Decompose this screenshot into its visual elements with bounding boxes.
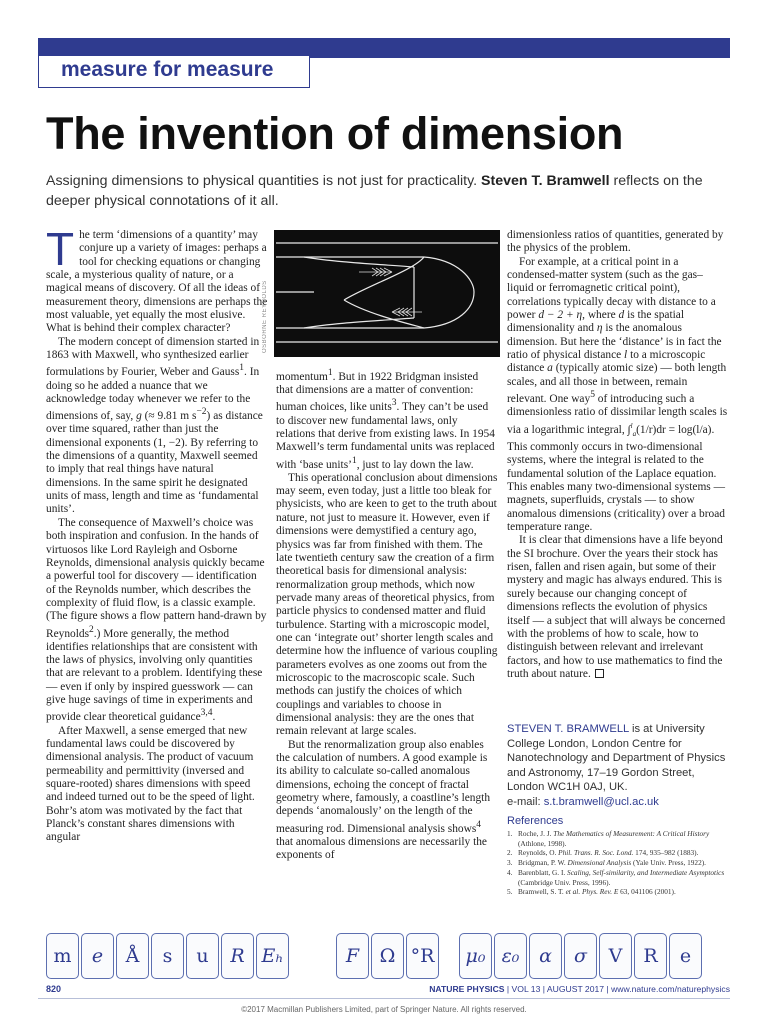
end-mark-icon [595, 669, 604, 678]
citation: 5 [590, 390, 595, 401]
symbol-tile: u [186, 933, 219, 979]
symbol-tile: e [669, 933, 702, 979]
references-list [507, 829, 732, 897]
math-a: a [547, 362, 553, 375]
reference-title: et al. Phys. Rev. E [565, 887, 619, 897]
symbol-tile: F [336, 933, 369, 979]
citation: 4 [476, 819, 482, 830]
author-bio [507, 722, 729, 810]
standfirst [46, 171, 736, 211]
symbol-tile: R [634, 933, 667, 979]
paragraph-text: .) More generally, the method identifies relationships that are consistent with the laws of physics, involving only quantities that are relevant to a problem. Identifying these — even if only by inspired guesswork — can give huge savings of time in experiments and provide clear theoretical guidance [46, 627, 263, 724]
paragraph: This operational conclusion about dimensions may seem, even today, just a little too bleak for physicists, who are keen to get to the truth about nature, not just to measure it. However, even if dimensions were demystified a century ago, physics was far from finished with them. The late twentieth century saw the creation of a firm theoretical basis for dimensional analysis: renormalization group methods, which now pervade many areas of theoretical physics, from particle physics to condensed matter and fluid turbulence. Starting with a microscopic model, one can ‘integrate out’ shorter length scales and determine how the influence of various coupling parameters evolves as one zooms out from the microscopic to the macroscopic scale. Such methods can justify the choices of which couplings and variables to choose in dimensional analysis: they are the ones that remain relevant at large scales. [276, 471, 498, 738]
header-bar [38, 38, 730, 58]
reference-title: Phil. Trans. R. Soc. Lond. [558, 848, 634, 858]
integral-body: (1/r)dr = log(l/a) [636, 423, 712, 436]
reference-authors: Barenblatt, G. I. [518, 867, 568, 877]
symbol-tile: V [599, 933, 632, 979]
reference-title: The Mathematics of Measurement: A Critical History [553, 829, 710, 838]
reference-number: 4. [507, 867, 513, 877]
citation: 3,4 [200, 708, 213, 719]
math-g: g [136, 410, 142, 423]
bio-text: is at University College London, London Centre for Nanotechnology and Department of Physics and Astronomy, 17–19 Gordon Street, London WC1H 0AJ, UK. [507, 723, 726, 794]
symbol-tile: μ₀ [459, 933, 492, 979]
standfirst-rest: reflects on the deeper physical connotations of it all. [46, 173, 703, 209]
paragraph-text: he term ‘dimensions of a quantity’ may conjure up a variety of images: perhaps a tool for checking equations or changing scale, a mysterious quality of nature, or a magical means of discovery. Of all the ideas of measurement theory, dimensions are perhaps the most valuable, yet equally the most elusive. What is behind their complex character? [46, 229, 268, 335]
paragraph-text: (typically atomic size) — both length scales, and all those in between, remain relevant. One way [507, 362, 727, 405]
paragraph-text: , where [582, 309, 619, 322]
paragraph [507, 534, 729, 681]
paragraph-text: For example, at a critical point in a condensed-matter system (such as the gas–liquid or ferromagnetic critical point), correlations typically decay with distance to a power [507, 255, 716, 322]
reference-authors: Bridgman, P. W. [518, 858, 568, 868]
symbol-tile-group [336, 933, 441, 979]
paragraph: After Maxwell, a sense emerged that new fundamental laws could be discovered by dimensional analysis. The product of vacuum permeability and permittivity (inversed and square-rooted) shares dimensions with speed and indeed turned out to be the speed of light. Bohr’s atom was motivated by the fact that Planck’s constant shares dimensions with angular [46, 724, 255, 844]
paragraph-text: It is clear that dimensions have a life beyond the SI brochure. Over the years their stock has risen, fallen and risen again, but some of their mystery and magic has always endured. This is surely because our changing concept of dimensions reflects the evolution of physics itself — a subject that will always be concerned with the problems of how to scale, how to distinguish between relevant and irrelevant factors, and how to use mathematics to find the truth about nature. [507, 534, 726, 680]
paragraph-text: But the renormalization group also enables the calculation of numbers. A good example is its ability to calculate so-called anomalous dimensions, echoing the concept of fractal geometry where, famously, a coastline’s length depends ‘anomalously’ on the length of the measuring rod. Dimensional analysis shows [276, 738, 491, 835]
reference-details: 174, 935–982 (1883). [633, 848, 699, 858]
reference-title: Dimensional Analysis [567, 858, 632, 868]
reference-number: 3. [507, 858, 513, 868]
references-title: References [507, 815, 564, 827]
math-eta: η [596, 322, 603, 335]
paragraph-text: momentum [276, 370, 328, 383]
reference-item [507, 829, 732, 848]
reference-authors: Bramwell, S. T. [518, 887, 566, 897]
reference-details: (Athlone, 1998). [518, 838, 567, 848]
standfirst-text: Assigning dimensions to physical quantities is not just for practicality. [46, 173, 482, 189]
reference-details: (Yale Univ. Press, 1922). [631, 858, 706, 868]
reference-authors: Roche, J. J. [518, 829, 554, 838]
reference-details: 63, 041106 (2001). [618, 887, 676, 897]
citation: 1 [327, 368, 333, 378]
copyright: ©2017 Macmillan Publishers Limited, part of Springer Nature. All rights reserved. [241, 1005, 527, 1014]
reference-number: 2. [507, 848, 513, 858]
math-d: d [618, 309, 625, 322]
citation: 1 [239, 363, 245, 374]
paragraph-text: , just to lay down the law. [356, 458, 474, 471]
paragraph-text: The consequence of Maxwell’s choice was both inspiration and confusion. In the hands of virtuosos like Lord Rayleigh and Osborne Reynolds, dimensional analysis quickly became a powerful tool for discovery — identification of the Reynolds number, which describes the complexity of fluid flow, is a classic example. (The figure shows a flow pattern hand-drawn by Reynolds [46, 516, 267, 640]
integral-sign: ∫ [627, 423, 631, 436]
reference-number: 1. [507, 829, 513, 838]
email-label: e-mail: [507, 795, 544, 808]
citation: 3 [391, 398, 397, 409]
symbol-tile: e [81, 933, 114, 979]
reference-title: Scaling, Self-similarity, and Intermediate Asymptotics [567, 867, 725, 877]
exponent: −2 [196, 407, 207, 418]
paragraph-text: . This commonly occurs in two-dimensional systems, where the integral is related to the fundamental solution of the Laplace equation. This enables many two-dimensional systems — magnets, superfluids, crystals — to show anomalous dimensions (criticality) over a broad temperature range. [507, 423, 725, 534]
paragraph [46, 223, 268, 336]
email-link[interactable]: s.t.bramwell@ucl.ac.uk [543, 795, 659, 808]
reference-item [507, 868, 732, 887]
paragraph-text: that anomalous dimensions are necessarily the exponents of [276, 835, 487, 862]
reference-authors: Reynolds, O. [518, 848, 559, 858]
integral-upper: l [630, 421, 633, 430]
paragraph-text: The modern concept of dimension started in 1863 with Maxwell, who synthesized earlier formulations by Fourier, Weber and Gauss [46, 335, 260, 379]
citation: 1 [351, 455, 357, 466]
symbol-tile: ε₀ [494, 933, 527, 979]
symbol-tile: Ω [371, 933, 404, 979]
journal-name: NATURE PHYSICS [429, 984, 505, 994]
article-title: The invention of dimension [46, 108, 624, 159]
paragraph-text: ) as distance over time squared, rather than just the dimensional exponents (1, −2). By referring to the dimensions of a quantity, Maxwell seemed to imply that real things have natural dimensions. In the same spirit he designated units of mass, length and time as ‘fundamental units’. [46, 410, 263, 516]
bio-name: STEVEN T. BRAMWELL [507, 723, 629, 735]
paragraph-text: to a microscopic distance [507, 349, 706, 375]
paragraph [507, 256, 729, 535]
paragraph-text: is the spatial dimensionality and [507, 309, 685, 335]
figure-credit: OSBORNE REYNOLDS [262, 280, 268, 353]
symbol-tile: Å [116, 933, 149, 979]
reference-details: (Cambridge Univ. Press, 1996). [518, 877, 611, 887]
reynolds-flow-figure [274, 230, 500, 357]
symbol-tile: σ [564, 933, 597, 979]
paragraph [46, 336, 268, 517]
journal-url[interactable]: www.nature.com/naturephysics [611, 984, 730, 994]
footer-rule [38, 998, 730, 999]
paragraph-text: of introducing such a dimensionless ratio of dissimilar length scales is via a logarithmic integral, [507, 392, 728, 436]
symbol-tile: R [221, 933, 254, 979]
math-expression: d − 2 + η [538, 309, 583, 322]
column-1 [46, 223, 268, 845]
symbol-tile: m [46, 933, 79, 979]
paragraph [276, 739, 498, 863]
integral-lower: a [632, 429, 637, 438]
paragraph [276, 367, 498, 472]
citation: 2 [89, 624, 94, 635]
symbol-tile: s [151, 933, 184, 979]
standfirst-author: Steven T. Bramwell [481, 173, 610, 189]
paragraph-text: . They can’t be used to discover new fundamental laws, only relations that derive from existing laws. In 1954 Maxwell’s term fundamental units was replaced with ‘base units’ [276, 401, 495, 471]
math-l: l [624, 349, 628, 362]
reference-item [507, 848, 732, 858]
reference-number: 5. [507, 887, 513, 897]
page-number: 820 [46, 984, 62, 994]
column-2 [276, 367, 498, 863]
reference-item [507, 887, 732, 897]
journal-issue: | VOL 13 | AUGUST 2017 | [504, 984, 612, 994]
journal-info [429, 984, 730, 994]
column-3 [507, 229, 729, 681]
dropcap: T [46, 223, 75, 275]
paragraph-text: (≈ 9.81 m s [141, 410, 197, 423]
paragraph-text: . In doing so he added a nuance that we acknowledge today whenever we refer to the dimensions of, say, [46, 366, 260, 423]
symbol-tile: Eₕ [256, 933, 289, 979]
symbol-tile-group [46, 933, 291, 979]
reference-item [507, 858, 732, 868]
paragraph-text: . [212, 711, 216, 724]
paragraph-text: . But in 1922 Bridgman insisted that dimensions are a matter of convention: human choices, like units [276, 370, 479, 414]
flow-drawing [274, 230, 500, 357]
symbol-tile: °R [406, 933, 439, 979]
symbol-tile: α [529, 933, 562, 979]
paragraph: dimensionless ratios of quantities, generated by the physics of the problem. [507, 229, 724, 255]
section-tab [38, 56, 310, 88]
paragraph-text: is the anomalous dimension. But here the ‘distance’ is in fact the ratio of physical distance [507, 322, 722, 362]
section-label: measure for measure [61, 58, 274, 81]
symbol-tile-group [459, 933, 704, 979]
paragraph [46, 517, 268, 725]
